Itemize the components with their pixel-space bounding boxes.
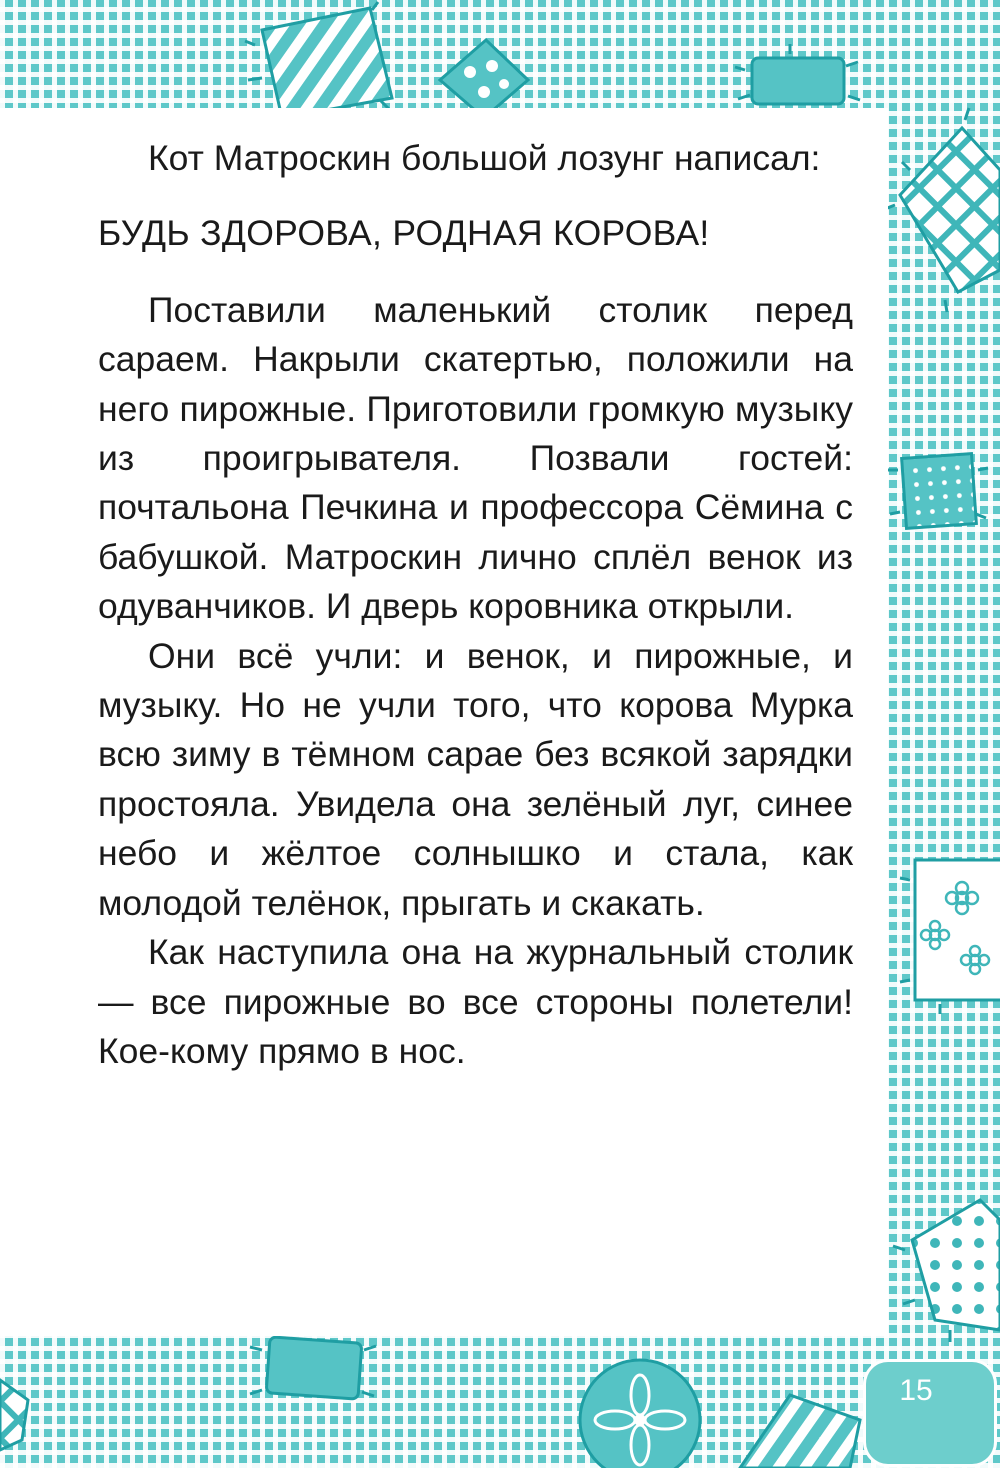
floral-diamond-patch bbox=[440, 40, 528, 118]
striped-patch-bottom bbox=[740, 1395, 860, 1468]
flower-patch-right bbox=[900, 860, 1000, 1014]
diamond-patch-bottom-left bbox=[0, 1380, 28, 1450]
paragraph: Поставили маленький столик перед сараем. Накрыли скатертью, положили на него пирожные. Приготовили громкую музыку из проигрывателя. Позвали гостей: почтальона Печкина и профессора Сёмина с бабушкой. Матроскин лично сплёл венок из одуванчиков. И дверь коровника открыли. bbox=[98, 289, 853, 627]
paragraph: Как наступила она на журнальный столик — все пирожные во все стороны полетели! Кое-кому прямо в нос. bbox=[98, 932, 853, 1071]
diamond-patch-right bbox=[885, 108, 1000, 312]
page-number: 15 bbox=[899, 1374, 933, 1407]
page-number-badge bbox=[866, 1362, 994, 1464]
solid-patch-bottom bbox=[250, 1337, 376, 1399]
paragraph: Они всё учли: и венок, и пирожные, и музыку. Но не учли того, что корова Мурка всю зиму в тёмном сарае без всякой зарядки простояла. Увидела она зелёный луг, синее небо и жёлтое солнышко и стала, как молодой телёнок, прыгать и скакать. bbox=[98, 635, 853, 923]
dotted-patch-right bbox=[888, 454, 988, 529]
slogan: БУДЬ ЗДОРОВА, РОДНАЯ КОРОВА! bbox=[98, 213, 710, 254]
flower-circle-patch-bottom bbox=[580, 1360, 700, 1468]
story-text bbox=[98, 134, 853, 1076]
paragraph: Кот Матроскин большой лозунг написал: bbox=[148, 138, 821, 178]
polka-dot-patch-right bbox=[893, 1200, 1000, 1342]
